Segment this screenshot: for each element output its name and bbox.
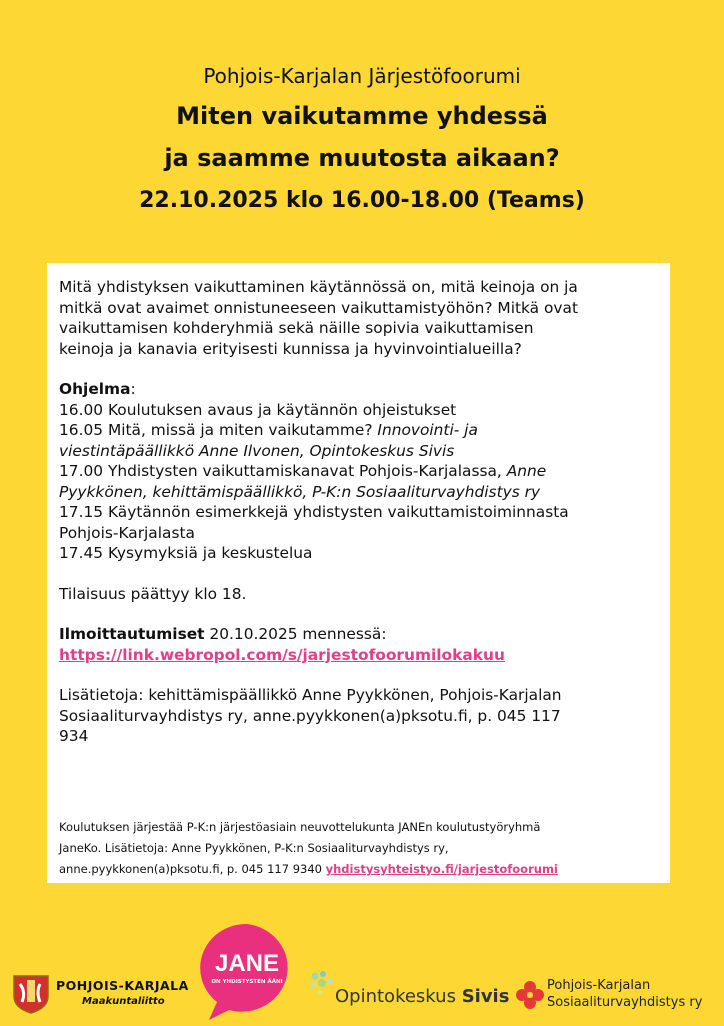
organizer-title: Pohjois-Karjalan Järjestöfoorumi xyxy=(203,64,521,88)
program-item: 17.45 Kysymyksiä ja keskustelua xyxy=(59,544,313,562)
intro-line: Mitä yhdistyksen vaikuttaminen käytännössä on, mitä keinoja on ja xyxy=(59,278,578,296)
intro-line: mitkä ovat avaimet onnistuneeseen vaikuttamistyöhön? Mitkä ovat xyxy=(59,298,578,317)
program-item: 17.15 Käytännön esimerkkejä yhdistysten vaikuttamistoiminnasta xyxy=(59,503,569,521)
program-item-cont: Pyykkönen, kehittämispäällikkö, P-K:n Sosiaaliturvayhdistys ry xyxy=(59,482,541,501)
program-item: 17.00 Yhdistysten vaikuttamiskanavat Pohjois-Karjalassa, Anne xyxy=(59,462,547,480)
intro-line: keinoja ja kanavia erityisesti kunnissa ja hyvinvointialueilla? xyxy=(59,339,522,358)
pohjois-karjala-logo xyxy=(12,972,197,1016)
registration-row: Ilmoittautumiset 20.10.2025 mennessä: xyxy=(59,625,387,643)
jane-logo: JANE ON YHDISTYSTEN ÄÄNI xyxy=(199,922,295,1022)
logo-row xyxy=(0,920,724,1024)
intro-line: vaikuttamisen kohderyhmiä sekä näille sopivia vaikuttamisen xyxy=(59,319,534,337)
opintokeskus-sivis-logo: Opintokeskus Sivis xyxy=(307,968,512,1012)
registration-link[interactable]: https://link.webropol.com/s/jarjestofoorumilokakuu xyxy=(59,645,505,664)
pk-name: POHJOIS-KARJALA xyxy=(56,978,189,993)
program-heading-row: Ohjelma: xyxy=(59,380,136,398)
footer-note: Koulutuksen järjestää P-K:n järjestöasiain neuvottelukunta JANEn koulutustyöryhmä JaneKo. Lisätietoja: Anne Pyykkönen, P-K:n Sosiaaliturvayhdistys ry, anne.pyykkonen(a)pksotu.fi, p. 045 117 9340 yhdistysyhteistyo.fi/jarjestofoorumi xyxy=(59,820,558,876)
program-item-cont: viestintäpäällikkö Anne Ilvonen, Opintokeskus Sivis xyxy=(59,441,455,460)
contact-line: Sosiaaliturvayhdistys ry, anne.pyykkonen(a)pksotu.fi, p. 045 117 xyxy=(59,706,561,725)
program-item: 16.05 Mitä, missä ja miten vaikutamme? Innovointi- ja xyxy=(59,421,478,439)
sosiaaliturvayhdistys-logo: Pohjois-Karjalan Sosiaaliturvayhdistys ry xyxy=(515,976,720,1016)
coat-of-arms-icon xyxy=(12,974,50,1014)
cross-flower-icon xyxy=(515,980,545,1010)
contact-line: 934 xyxy=(59,727,89,745)
foorumi-link[interactable]: yhdistysyhteistyo.fi/jarjestofoorumi xyxy=(325,862,558,876)
pk-sub: Maakuntaliitto xyxy=(82,996,165,1007)
event-title-line1: Miten vaikutamme yhdessä xyxy=(176,102,548,130)
sivis-mark-icon xyxy=(307,968,337,998)
program-item: 16.00 Koulutuksen avaus ja käytännön ohjeistukset xyxy=(59,400,457,419)
contact-line: Lisätietoja: kehittämispäällikkö Anne Pyykkönen, Pohjois-Karjalan xyxy=(59,686,562,704)
content-card xyxy=(47,263,670,883)
program-heading: Ohjelma xyxy=(59,380,131,398)
program-item-cont: Pohjois-Karjalasta xyxy=(59,523,195,542)
event-date: 22.10.2025 klo 16.00-18.00 (Teams) xyxy=(139,188,585,213)
registration-label: Ilmoittautumiset xyxy=(59,625,205,643)
event-title-line2: ja saamme muutosta aikaan? xyxy=(164,144,560,172)
ending-text: Tilaisuus päättyy klo 18. xyxy=(59,584,247,603)
